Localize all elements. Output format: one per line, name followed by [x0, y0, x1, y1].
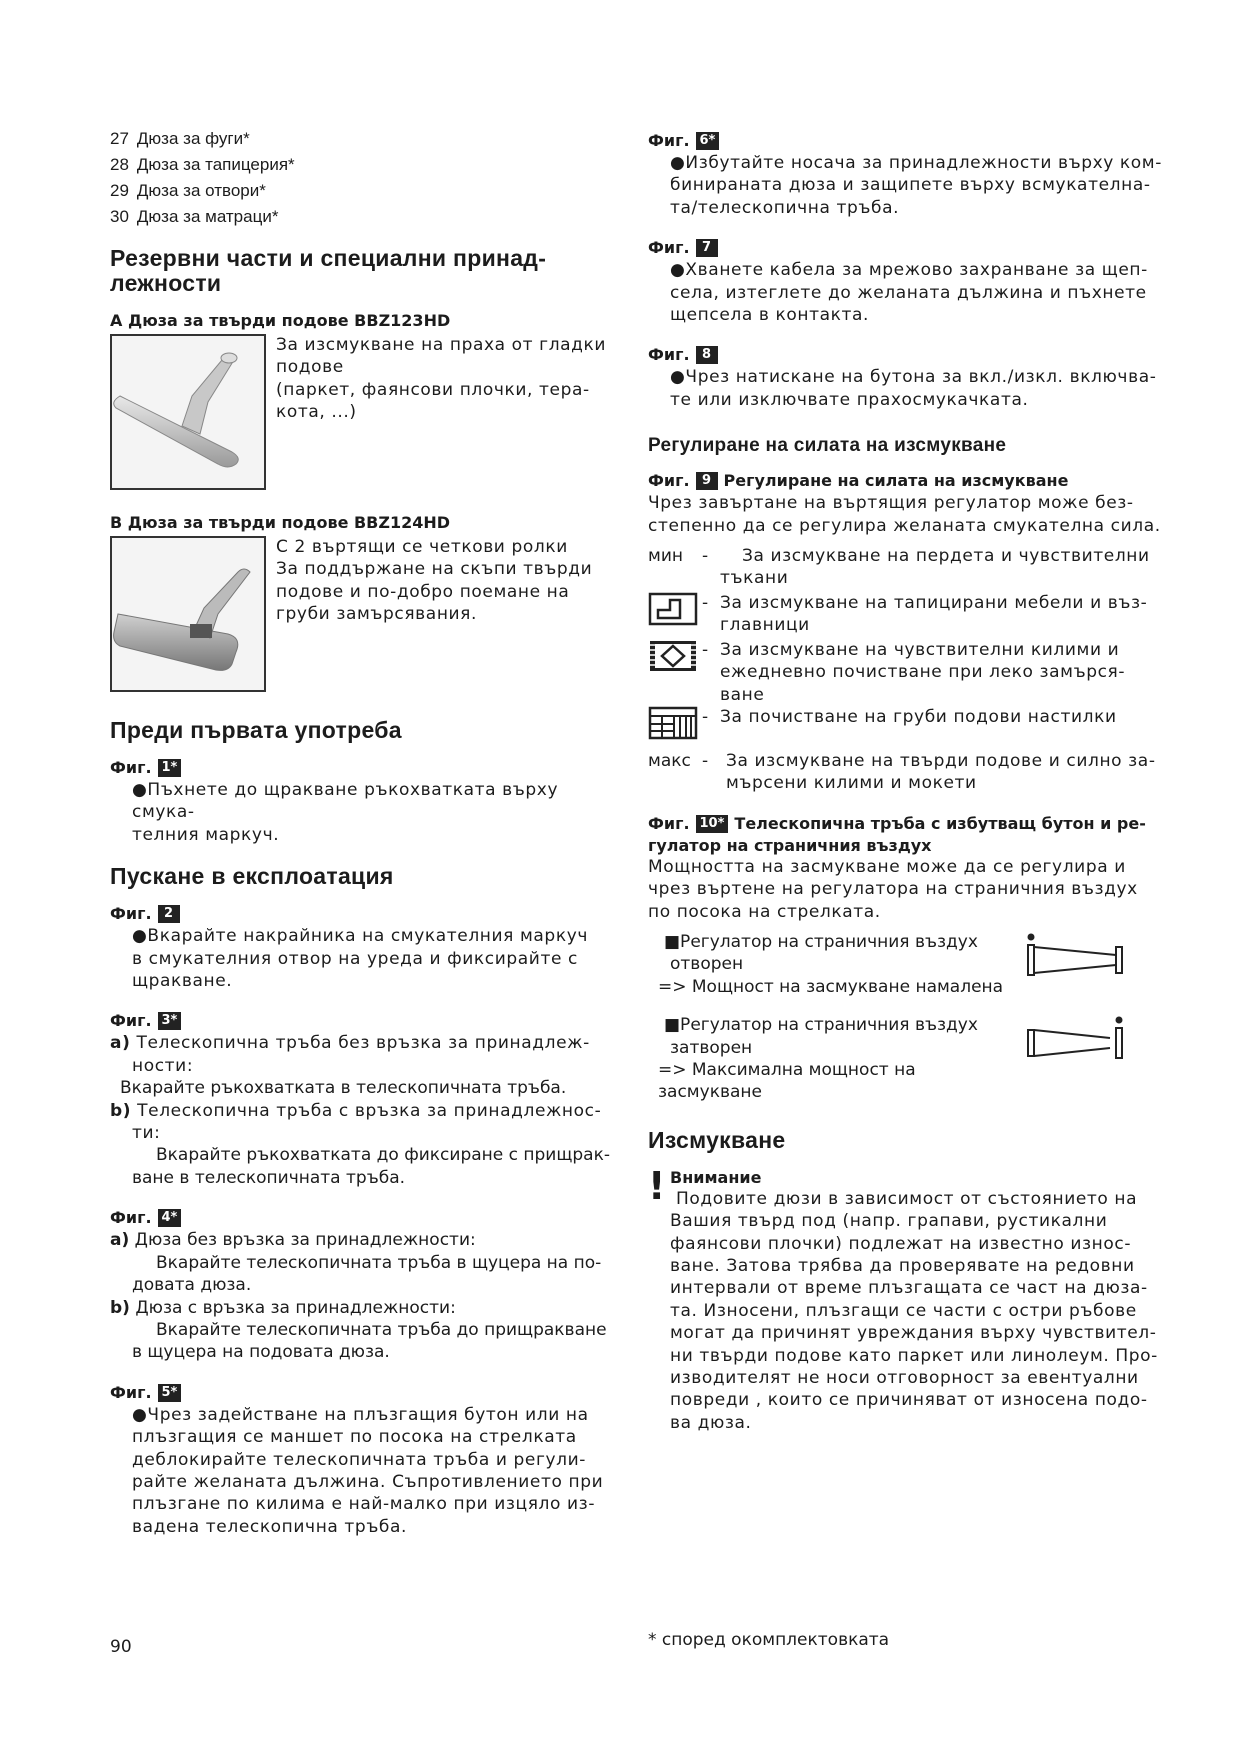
- warning-block: ! Внимание Подовите дюзи в зависимост от състоянието на Вашия твърд под (напр. грапави, рустикални фаянсови плочки) подлежат на известно износ- ване. Затова трябва да проверявате на редовни интервали от време плъзгащата се част на дюза- та. Износени, плъзгащи се части с остри ръбове могат да причинят увреждания върху чувствител- ни твърди подове като паркет или линолеум. Про- изводителят не носи отговорност за евентуални повреди , които се причиняват от износена подо- ва дюза.: [648, 1163, 1158, 1433]
- fig-6-label: Фиг. 6*: [648, 130, 1168, 152]
- suction-settings-list: [648, 545, 1168, 795]
- fig-badge: 1*: [158, 759, 182, 777]
- list-item: 27 Дюза за фуги*: [110, 129, 250, 148]
- left-column: 27 Дюза за фуги* 28 Дюза за тапицерия* 29 Дюза за отвори* 30 Дюза за матраци* Резервни части и специални принад- лежности A Дюза за твърди подове BBZ123HD За изсмукване на праха от гладки подове (паркет, фаянсови плочки, тера- кота, ...) B Дюза за твърди подове BBZ124HD С 2 въртящи се четкови ролки За поддържане на скъпи твърди подове и по-добро поемане на груби замърсявания. Преди първата употреба Фиг. 1* ●Пъхнете до щракване ръкохватката върху смука- телния маркуч. Пускане в експлоатация Фиг. 2 ●Вкарайте накрайника на смукателния маркуч в смукателния отвор на уреда и фиксирайте с щракване. Фиг. 3* a) Телескопична тръба без връзка за принадлеж- ности: Вкарайте ръкохватката в телескопичната тръба. b) Телескопична тръба с връзка за принадлежнос- ти: Вкарайте ръкохватката до фиксиране с прищрак- ване в телескопичната тръба. Фиг. 4* a) Дюза без връзка за принадлежности: Вкарайте телескопичната тръба в щуцера на по- довата дюза. b) Дюза с връзка за принадлежности: Вкарайте телескопичната тръба до прищракване в щуцера на подовата дюза. Фиг. 5* ●Чрез задействане на плъзгащия бутон или на плъзгащия се маншет по посока на стрелката деблокирайте телескопичната тръба и регули- райте желаната дължина. Съпротивлението при плъзгане по килима е най-малко при изцяло из- вадена телескопична тръба.: [110, 126, 610, 1538]
- section-heading-operation: Пускане в експлоатация: [110, 863, 394, 890]
- air-regulator-closed: ■Регулатор на страничния въздух затворен => Максимална мощност на засмукване: [648, 1014, 1168, 1104]
- brush-roll-nozzle-image: [110, 536, 266, 692]
- fig-badge: 7: [696, 239, 718, 257]
- fig-1-label: Фиг. 1*: [110, 757, 610, 779]
- fig-badge: 5*: [158, 1384, 182, 1402]
- fig-badge: 9: [696, 472, 718, 490]
- air-closed-icon: [1024, 1014, 1128, 1069]
- setting-row-min: мин - За изсмукване на пердета и чувствителни тъкани: [648, 546, 1150, 589]
- nozzle-b-title: B Дюза за твърди подове BBZ124HD: [110, 513, 451, 532]
- section-heading-vacuuming: Изсмукване: [648, 1126, 786, 1153]
- section-heading-spare-parts: Резервни части и специални принад- лежности: [110, 245, 547, 296]
- section-heading-suction-power: Регулиране на силата на изсмукване: [648, 435, 1007, 457]
- fig-7-label: Фиг. 7: [648, 237, 1168, 259]
- nozzle-b: С 2 въртящи се четкови ролки За поддържане на скъпи твърди подове и по-добро поемане на груби замърсявания.: [110, 536, 610, 692]
- right-column: Фиг. 6* ●Избутайте носача за принадлежности върху ком- бинираната дюза и защипете върху всмукателна- та/телескопична тръба. Фиг. 7 ●Хванете кабела за мрежово захранване за щеп- села, изтеглете до желаната дължина и пъхнете щепсела в контакта. Фиг. 8 ●Чрез натискане на бутона за вкл./изкл. включва- те или изключвате прахосмукачката. Регулиране на силата на изсмукване Фиг. 9 Регулиране на силата на изсмукване Чрез завъртане на въртящия регулатор може без- степенно да се регулира желаната смукателна сила. мин - За изсмукване на пердета и чувствителни тъкани - За изсмукване на тапицирани мебели и въз- главници - За изсмукване на чувствителни килими и ежедневно почистване при леко замърся- ване - За почистване на груби подови настилки макс - За изсмукване на твърди подове и силно за- мърсени килими и мокети Фиг. 10* Телескопична тръба с избутващ бутон и ре- гулатор на страничния въздух Мощността на засмукване може да се регулира и чрез въртене на регулатора на страничния въздух по посока на стрелката. ■Регулатор на страничния въздух отворен => Мощност на засмукване намалена ■Регулатор на страничния въздух затворен => Максимална мощност на засмукване Изсмукване ! Внимание Подовите дюзи в зависимост от състоянието на Вашия твърд под (напр. грапави, рустикални фаянсови плочки) подлежат на известно износ- ване. Затова трябва да проверявате на редовни интервали от време плъзгащата се част на дюза- та. Износени, плъзгащи се части с остри ръбове могат да причинят увреждания върху чувствител- ни твърди подове като паркет или линолеум. Про- изводителят не носи отговорност за евентуални повреди , които се причиняват от износена подо- ва дюза.: [648, 130, 1168, 1434]
- upholstery-icon: [648, 592, 702, 628]
- list-item: 28 Дюза за тапицерия*: [110, 155, 295, 174]
- setting-row-carpet: - За изсмукване на чувствителни килими и ежедневно почистване при леко замърся- ване: [648, 639, 1168, 706]
- hard-floor-nozzle-image: [110, 334, 266, 490]
- fig-badge: 4*: [158, 1209, 182, 1227]
- page-number: 90: [110, 1637, 132, 1657]
- nozzle-a: За изсмукване на праха от гладки подове (паркет, фаянсови плочки, тера- кота, ...): [110, 334, 610, 490]
- fig-5-label: Фиг. 5*: [110, 1382, 610, 1404]
- fig-badge: 2: [158, 905, 180, 923]
- warning-icon: !: [648, 1163, 666, 1208]
- list-item: 30 Дюза за матраци*: [110, 207, 279, 226]
- air-open-icon: [1024, 931, 1128, 986]
- section-heading-before-use: Преди първата употреба: [110, 717, 402, 743]
- fig-2-label: Фиг. 2: [110, 903, 610, 925]
- setting-row-max: макс - За изсмукване на твърди подове и силно за- мърсени килими и мокети: [648, 750, 1156, 794]
- fig-9-label: Фиг. 9 Регулиране на силата на изсмукване: [648, 471, 1069, 491]
- fig-8-label: Фиг. 8: [648, 344, 1168, 366]
- floor-icon: [648, 706, 702, 742]
- fig-badge: 10*: [696, 815, 729, 833]
- parts-list: [110, 126, 610, 230]
- fig-4-label: Фиг. 4*: [110, 1207, 610, 1229]
- nozzle-a-title: A Дюза за твърди подове BBZ123HD: [110, 311, 451, 330]
- fig-badge: 8: [696, 346, 718, 364]
- footnote: * според окомплектовката: [648, 1630, 890, 1650]
- list-item: 29 Дюза за отвори*: [110, 181, 266, 200]
- setting-row-upholstery: - За изсмукване на тапицирани мебели и въз- главници: [648, 592, 1168, 637]
- fig-10-label: Фиг. 10* Телескопична тръба с избутващ бутон и ре-: [648, 813, 1146, 833]
- air-regulator-open: ■Регулатор на страничния въздух отворен => Мощност на засмукване намалена: [648, 931, 1168, 998]
- fig-badge: 6*: [696, 132, 720, 150]
- fig-3-label: Фиг. 3*: [110, 1010, 610, 1032]
- carpet-icon: [648, 639, 702, 675]
- setting-row-floor: - За почистване на груби подови настилки: [648, 706, 1168, 742]
- fig-badge: 3*: [158, 1012, 182, 1030]
